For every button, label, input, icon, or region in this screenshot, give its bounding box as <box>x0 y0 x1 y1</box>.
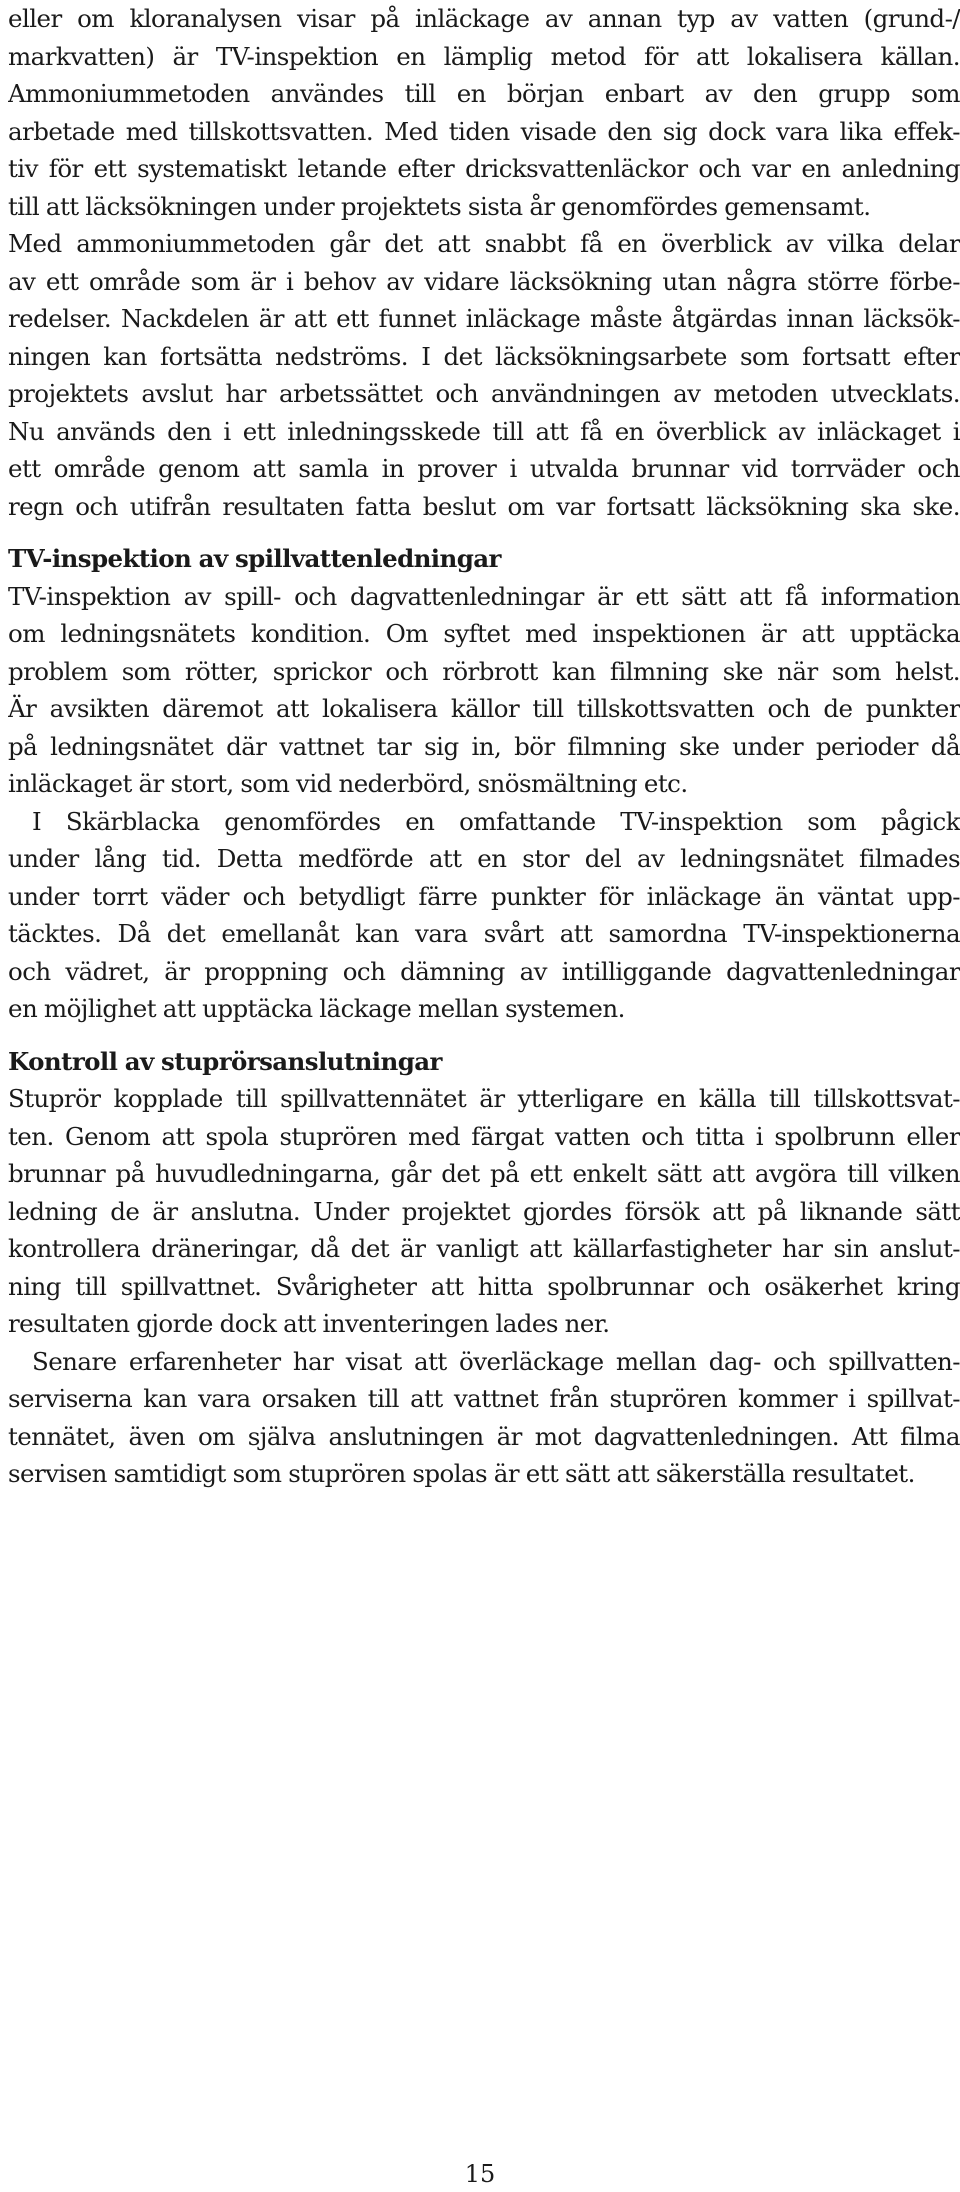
text-line: brunnar på huvudledningarna, går det på ett enkelt sätt att avgöra till vilken <box>8 1159 960 1188</box>
section-tv-inspection <box>8 540 960 1028</box>
text-line: Senare erfarenheter har visat att överläckage mellan dag- och spillvatten- <box>32 1346 960 1376</box>
text-line: inläckaget är stort, som vid nederbörd, snösmältning etc. <box>8 769 688 798</box>
text-line: Ammoniummetoden användes till en början enbart av den grupp som <box>8 79 960 108</box>
text-line: om ledningsnätets kondition. Om syftet med inspektionen är att upptäcka <box>8 619 960 648</box>
text-line: under lång tid. Detta medförde att en stor del av ledningsnätet filmades <box>8 844 960 873</box>
text-line: under torrt väder och betydligt färre punkter för inläckage än väntat upp- <box>8 881 960 911</box>
text-line: servisen samtidigt som stuprören spolas är ett sätt att säkerställa resultatet. <box>8 1459 915 1488</box>
section-heading: Kontroll av stuprörsanslutningar <box>8 1046 442 1076</box>
section-heading: TV-inspektion av spillvattenledningar <box>8 544 501 573</box>
text-line: och vädret, är proppning och dämning av intilliggande dagvattenledningar <box>8 956 960 986</box>
text-line: serviserna kan vara orsaken till att vattnet från stuprören kommer i spillvat- <box>8 1384 960 1413</box>
text-line: ett område genom att samla in prover i utvalda brunnar vid torrväder och <box>8 454 960 483</box>
text-line: I Skärblacka genomfördes en omfattande TV-inspektion som pågick <box>32 806 960 836</box>
text-line: på ledningsnätet där vattnet tar sig in, bör filmning ske under perioder då <box>8 731 960 761</box>
text-line: TV-inspektion av spill- och dagvattenledningar är ett sätt att få information <box>8 581 960 611</box>
spacer <box>8 1028 960 1043</box>
spacer <box>8 525 960 540</box>
text-line: en möjlighet att upptäcka läckage mellan systemen. <box>8 994 625 1023</box>
text-line: tennätet, även om själva anslutningen är mot dagvattenledningen. Att filma <box>8 1421 960 1451</box>
text-line: problem som rötter, sprickor och rörbrott kan filmning ske när som helst. <box>8 656 960 686</box>
text-line: ten. Genom att spola stuprören med färgat vatten och titta i spolbrunn eller <box>8 1121 960 1151</box>
text-line: täcktes. Då det emellanåt kan vara svårt att samordna TV-inspektionerna <box>8 919 960 948</box>
text-line: eller om kloranalysen visar på inläckage av annan typ av vatten (grund-/ <box>8 4 960 33</box>
text-line: Med ammoniummetoden går det att snabbt få en överblick av vilka delar <box>8 229 960 258</box>
section-downpipe-control <box>8 1043 960 1493</box>
text-line: resultaten gjorde dock att inventeringen lades ner. <box>8 1309 610 1338</box>
text-line: arbetade med tillskottsvatten. Med tiden visade den sig dock vara lika effek- <box>8 116 960 146</box>
text-line: markvatten) är TV-inspektion en lämplig metod för att lokalisera källan. <box>8 41 960 71</box>
text-line: ning till spillvattnet. Svårigheter att hitta spolbrunnar och osäkerhet kring <box>8 1271 960 1301</box>
text-line: redelser. Nackdelen är att ett funnet inläckage måste åtgärdas innan läcksök- <box>8 304 960 333</box>
text-line: regn och utifrån resultaten fatta beslut om var fortsatt läcksökning ska ske. <box>8 491 960 521</box>
text-line: till att läcksökningen under projektets sista år genomfördes gemensamt. <box>8 191 871 221</box>
text-line: ningen kan fortsätta nedströms. I det läcksökningsarbete som fortsatt efter <box>8 341 960 371</box>
page-number: 15 <box>464 2160 496 2188</box>
text-line: projektets avslut har arbetssättet och användningen av metoden utvecklats. <box>8 379 960 408</box>
text-line: Är avsikten däremot att lokalisera källor till tillskottsvatten och de punkter <box>8 694 960 723</box>
text-line: tiv för ett systematiskt letande efter dricksvattenläckor och var en anledning <box>8 154 960 183</box>
text-line: av ett område som är i behov av vidare läcksökning utan några större förbe- <box>8 266 960 296</box>
text-line: Nu används den i ett inledningsskede till att få en överblick av inläckaget i <box>8 416 960 446</box>
text-line: kontrollera dräneringar, då det är vanligt att källarfastigheter har sin anslut- <box>8 1234 960 1263</box>
paragraph-ammonium <box>8 0 960 525</box>
text-line: ledning de är anslutna. Under projektet gjordes försök att på liknande sätt <box>8 1196 960 1226</box>
page-body <box>8 0 960 1493</box>
text-line: Stuprör kopplade till spillvattennätet är ytterligare en källa till tillskottsvat- <box>8 1084 960 1113</box>
